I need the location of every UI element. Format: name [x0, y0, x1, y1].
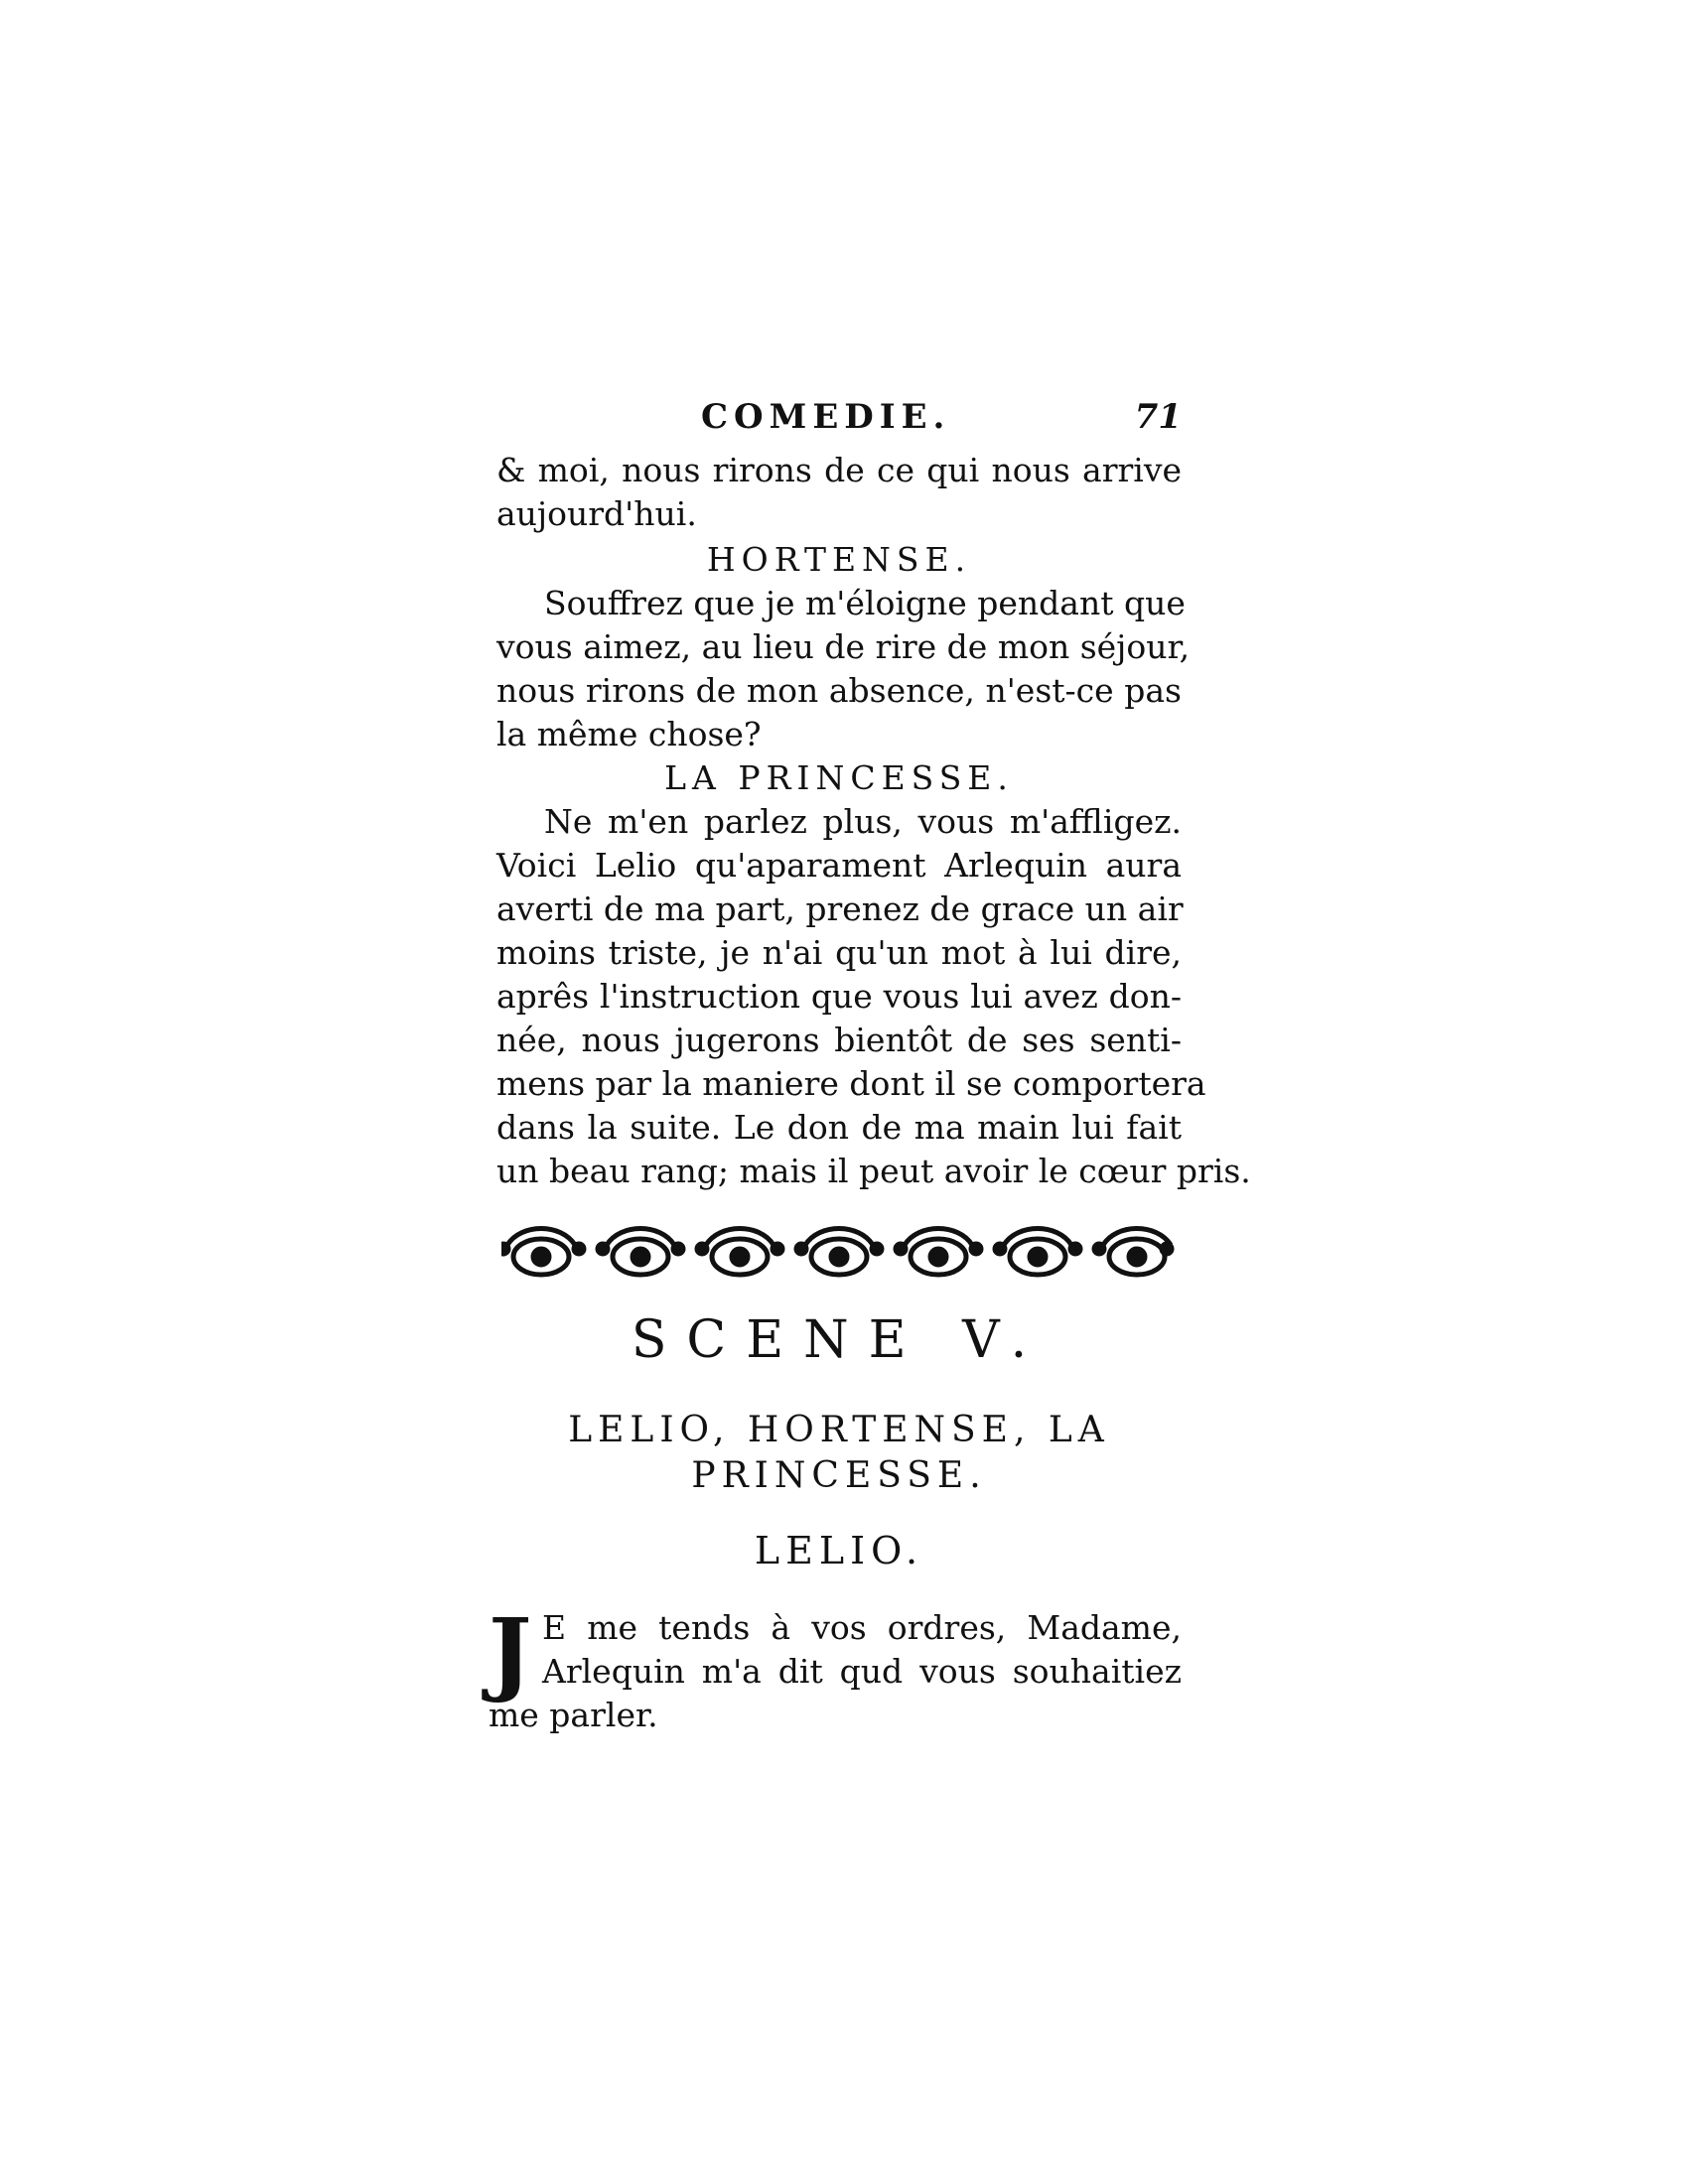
- ornament-divider-icon: [501, 1211, 1177, 1291]
- characters-line: LELIO, HORTENSE, LA: [568, 1410, 1110, 1450]
- characters-line: PRINCESSE.: [691, 1455, 987, 1496]
- scene-characters: [496, 1408, 1182, 1499]
- lelio-speech: [489, 1598, 1182, 1737]
- page-number: 71: [1134, 397, 1182, 437]
- text-line: mens par la maniere dont il se comportera: [496, 1064, 1206, 1103]
- text-line: averti de ma part, prenez de grace un air: [496, 889, 1184, 928]
- text-line: aujourd'hui.: [496, 494, 697, 533]
- speaker-name: LELIO.: [754, 1529, 924, 1572]
- text-line: moins triste, je n'ai qu'un mot à lui dire,: [496, 933, 1182, 972]
- princesse-speech: [496, 756, 1251, 1193]
- text-line: née, nous jugerons bientôt de ses senti-: [496, 1021, 1182, 1059]
- text-line: & moi, nous rirons de ce qui nous arrive: [496, 451, 1182, 489]
- speaker-name: LA PRINCESSE.: [664, 758, 1014, 797]
- speaker-name: HORTENSE.: [706, 540, 972, 579]
- text-line: Souffrez que je m'éloigne pendant que: [544, 584, 1186, 622]
- text-line: E me tends à vos ordres, Madame,: [542, 1608, 1182, 1647]
- text-line: un beau rang; mais il peut avoir le cœur pris.: [496, 1152, 1251, 1190]
- text-line: Ne m'en parlez plus, vous m'affligez.: [544, 802, 1182, 841]
- text-line: Arlequin m'a dit qud vous souhaitiez: [542, 1652, 1182, 1691]
- hortense-speech: [496, 538, 1191, 756]
- continued-speech: [496, 449, 1182, 536]
- drop-cap: J: [489, 1598, 532, 1706]
- running-title: COMEDIE.: [701, 397, 951, 437]
- text-line: dans la suite. Le don de ma main lui fait: [496, 1108, 1182, 1147]
- text-line: vous aimez, au lieu de rire de mon séjour,: [496, 627, 1191, 666]
- running-head: [496, 397, 1182, 453]
- text-line: aprês l'instruction que vous lui avez don-: [496, 977, 1182, 1016]
- text-line: Voici Lelio qu'aparament Arlequin aura: [496, 846, 1182, 885]
- text-line: me parler.: [489, 1696, 658, 1734]
- text-line: la même chose?: [496, 715, 762, 753]
- scene-title: SCENE V.: [631, 1310, 1048, 1370]
- text-line: nous rirons de mon absence, n'est-ce pas: [496, 671, 1182, 710]
